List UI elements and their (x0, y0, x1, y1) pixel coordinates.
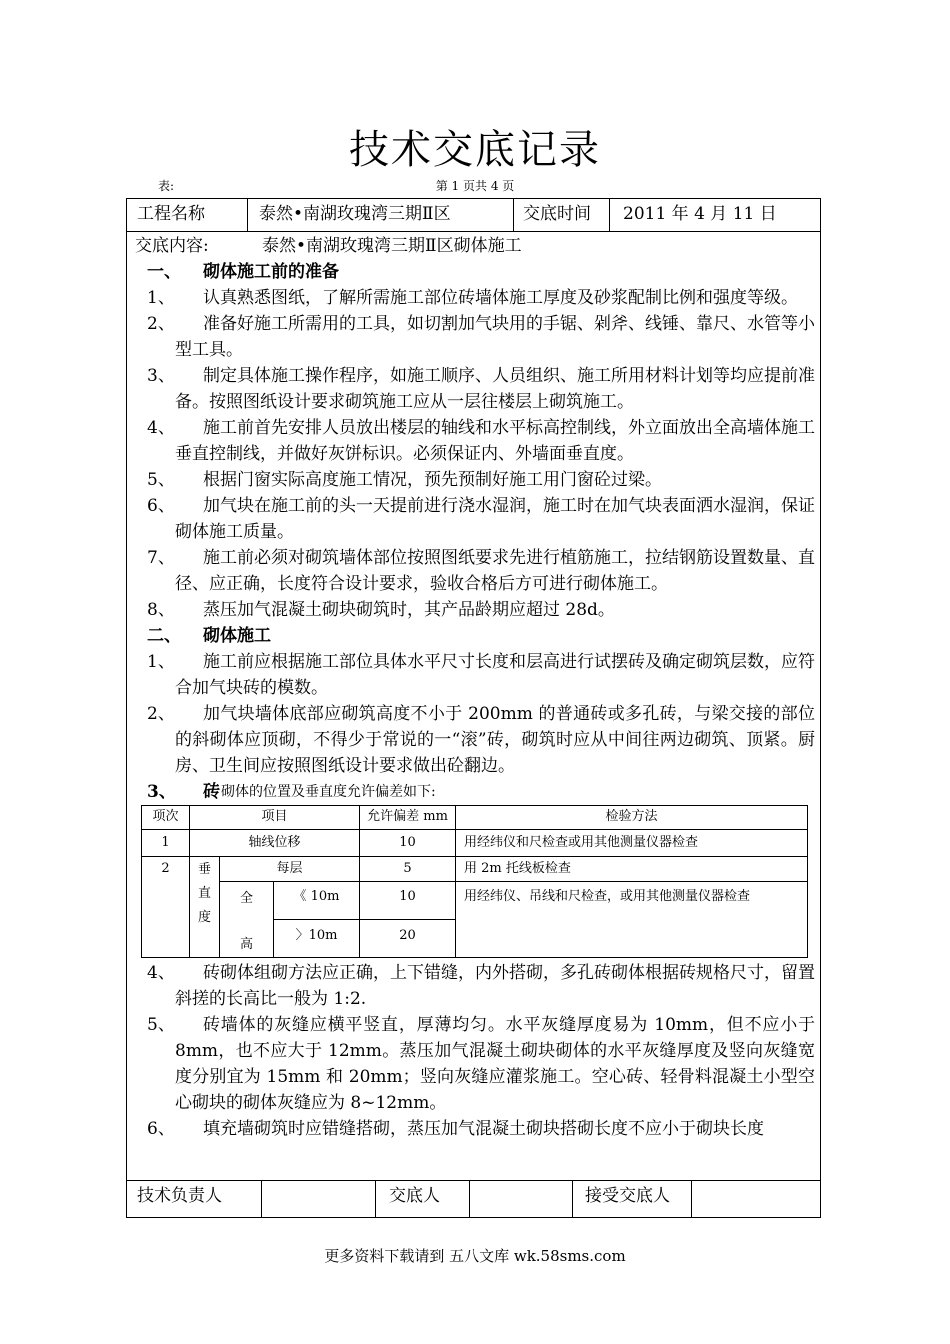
deviation-table (141, 805, 808, 958)
intro-value: 泰然•南湖玫瑰湾三期Ⅱ区砌体施工 (262, 236, 522, 256)
section-number: 二、 (147, 626, 181, 646)
time-label: 交底时间 (523, 204, 591, 224)
list-item: 5、 砖墙体的灰缝应横平竖直，厚薄均匀。水平灰缝厚度易为 10mm，但不应小于 8mm，也不应大于 12mm。蒸压加气混凝土砌块砌体的水平灰缝厚度及竖向灰缝宽度分别宜为 15mm 和 20mm；竖向灰缝应灌浆施工。空心砖、轻骨料混凝土小型空心砌块的砌体灰缝应为 8~12mm。 (147, 1015, 815, 1113)
header-tol: 允许偏差 mm (360, 806, 456, 830)
divider (247, 199, 248, 231)
vertical-label: 垂 直 度 (190, 857, 220, 958)
divider (691, 1181, 692, 1217)
signature-row (127, 1180, 820, 1217)
header-item: 项目 (190, 806, 360, 830)
list-item: 8、 蒸压加气混凝土砌块砌筑时，其产品龄期应超过 28d。 (147, 600, 615, 620)
divider (375, 1181, 376, 1217)
divider (261, 1181, 262, 1217)
page-info: 第 1 页共 4 页 (435, 179, 515, 193)
footer-note: 更多资料下载请到 五八文库 wk.58sms.com (324, 1247, 626, 1265)
table-label: 表: (158, 179, 175, 193)
table-row: 1 轴线位移 10 用经纬仪和尺检查或用其他测量仪器检查 (142, 830, 808, 857)
header-method: 检验方法 (456, 806, 808, 830)
section-heading (135, 259, 815, 285)
list-item: 1、 施工前应根据施工部位具体水平尺寸长度和层高进行试摆砖及确定砌筑层数，应符合加气块砖的模数。 (147, 652, 815, 698)
table-row: 〉10m 20 (142, 920, 808, 958)
full-height-label: 全 高 (220, 882, 274, 958)
intro-line (135, 233, 815, 259)
divider (513, 199, 514, 231)
receiver-label: 接受交底人 (585, 1186, 670, 1206)
divider (572, 1181, 573, 1217)
section-title: 砌体施工前的准备 (203, 262, 339, 282)
divider (609, 199, 610, 231)
list-item: 6、 填充墙砌筑时应错缝搭砌，蒸压加气混凝土砌块搭砌长度不应小于砌块长度 (147, 1119, 764, 1139)
tech-lead-label: 技术负责人 (137, 1186, 222, 1206)
time-value: 2011 年 4 月 11 日 (623, 204, 777, 224)
section-number: 一、 (147, 262, 181, 282)
presenter-label: 交底人 (389, 1186, 440, 1206)
header-row (127, 199, 820, 232)
record-form (126, 198, 821, 1218)
content-area (135, 233, 815, 1142)
section-title: 砌体施工 (203, 626, 271, 646)
table-row: 2 垂 直 度 每层 5 用 2m 托线板检查 (142, 857, 808, 882)
list-item: 4、 施工前首先安排人员放出楼层的轴线和水平标高控制线，外立面放出全高墙体施工垂直控制线，并做好灰饼标识。必须保证内、外墙面垂直度。 (147, 418, 815, 464)
section-heading (135, 623, 815, 649)
table-row: 全 高 《 10m 10 用经纬仪、吊线和尺检查，或用其他测量仪器检查 (142, 882, 808, 920)
document-title: 技术交底记录 (349, 127, 601, 173)
list-item: 5、 根据门窗实际高度施工情况，预先预制好施工用门窗砼过梁。 (147, 470, 662, 490)
list-item: 3、 砖 砌体的位置及垂直度允许偏差如下: (147, 782, 436, 802)
list-item: 2、 准备好施工所需用的工具，如切割加气块用的手锯、剁斧、线锤、靠尺、水管等小型工具。 (147, 314, 815, 360)
divider (469, 1181, 470, 1217)
list-item: 3、 制定具体施工操作程序，如施工顺序、人员组织、施工所用材料计划等均应提前准备。按照图纸设计要求砌筑施工应从一层往楼层上砌筑施工。 (147, 366, 815, 412)
list-item: 4、 砖砌体组砌方法应正确，上下错缝，内外搭砌，多孔砖砌体根据砖规格尺寸，留置斜搓的长高比一般为 1:2. (147, 963, 815, 1009)
list-item: 2、 加气块墙体底部应砌筑高度不小于 200mm 的普通砖或多孔砖，与梁交接的部位的斜砌体应顶砌，不得少于常说的一“滚”砖，砌筑时应从中间往两边砌筑、顶紧。厨房、卫生间应按照图纸设计要求做出砼翻边。 (147, 704, 815, 776)
list-item: 7、 施工前必须对砌筑墙体部位按照图纸要求先进行植筋施工，拉结钢筋设置数量、直径、应正确，长度符合设计要求，验收合格后方可进行砌体施工。 (147, 548, 815, 594)
list-item: 6、 加气块在施工前的头一天提前进行浇水湿润，施工时在加气块表面洒水湿润，保证砌体施工质量。 (147, 496, 815, 542)
header-no: 项次 (142, 806, 190, 830)
project-value: 泰然•南湖玫瑰湾三期Ⅱ区 (259, 204, 451, 224)
intro-label: 交底内容: (135, 236, 209, 256)
list-item: 1、 认真熟悉图纸，了解所需施工部位砖墙体施工厚度及砂浆配制比例和强度等级。 (147, 288, 798, 308)
project-label: 工程名称 (137, 204, 205, 224)
